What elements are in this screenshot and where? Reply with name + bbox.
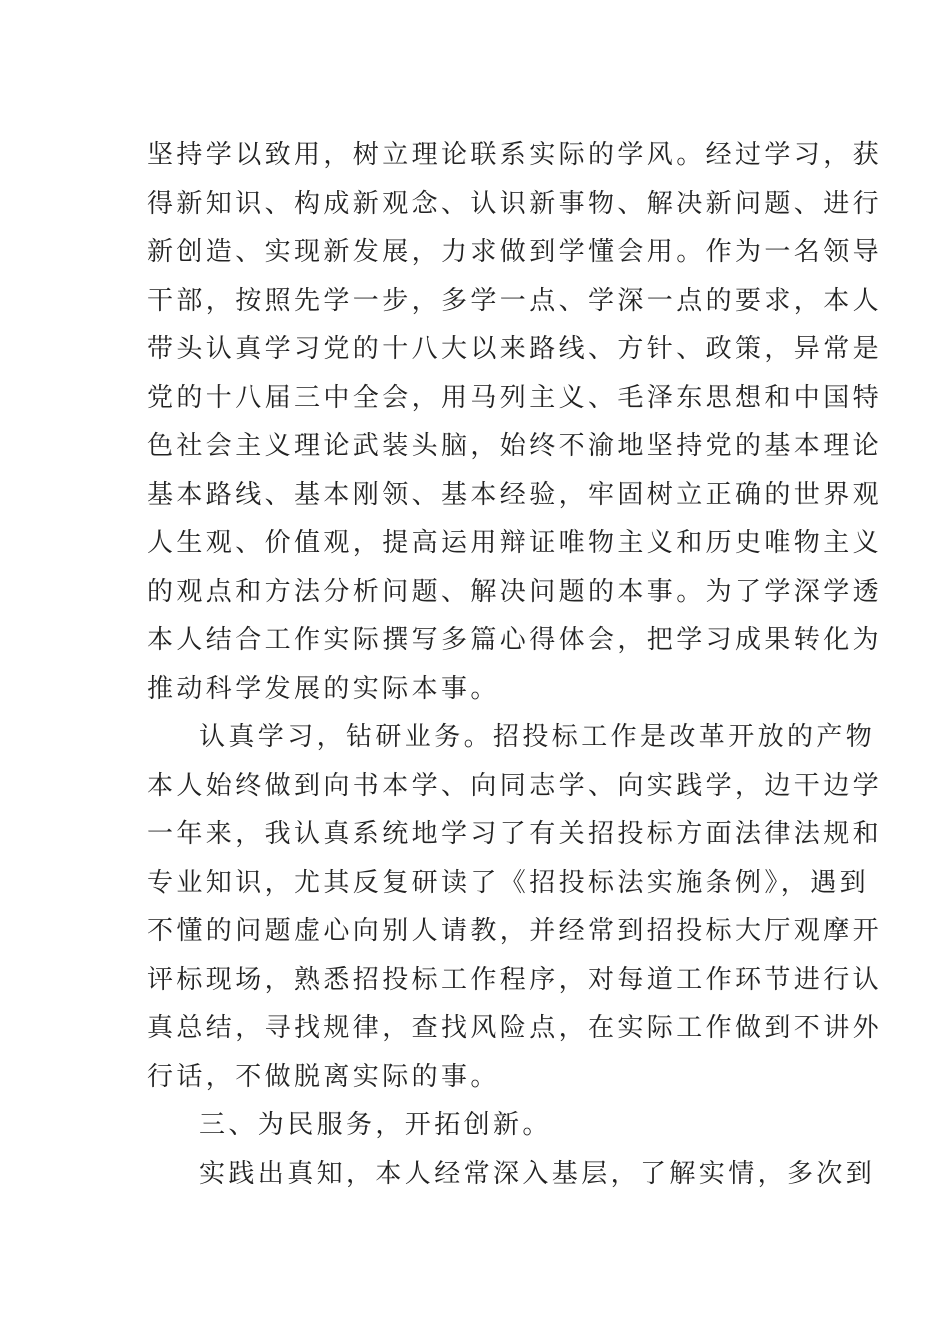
- text-line: 带头认真学习党的十八大以来路线、方针、政策，异常是: [147, 334, 883, 364]
- text-line: 评标现场，熟悉招投标工作程序，对每道工作环节进行认: [147, 964, 883, 995]
- text-line: 真总结，寻找规律，查找风险点，在实际工作做到不讲外: [147, 1013, 883, 1043]
- text-line: 坚持学以致用，树立理论联系实际的学风。经过学习，获: [147, 140, 883, 170]
- text-line: 新创造、实现新发展，力求做到学懂会用。作为一名领导: [147, 237, 883, 267]
- text-line: 行话，不做脱离实际的事。: [147, 1061, 500, 1092]
- text-line: 一年来，我认真系统地学习了有关招投标方面法律法规和: [147, 819, 883, 849]
- text-line: 本人结合工作实际撰写多篇心得体会，把学习成果转化为: [147, 625, 883, 655]
- text-line: 人生观、价值观，提高运用辩证唯物主义和历史唯物主义: [147, 528, 883, 558]
- text-line: 基本路线、基本刚领、基本经验，牢固树立正确的世界观: [147, 479, 883, 510]
- text-line: 色社会主义理论武装头脑，始终不渝地坚持党的基本理论: [147, 431, 883, 461]
- text-line: 认真学习，钻研业务。招投标工作是改革开放的产物: [199, 722, 876, 752]
- text-line: 专业知识，尤其反复研读了《招投标法实施条例》，遇到: [147, 867, 870, 898]
- text-line: 实践出真知，本人经常深入基层，了解实情，多次到: [199, 1158, 876, 1189]
- document-body: [147, 131, 883, 1198]
- text-line: 得新知识、构成新观念、认识新事物、解决新问题、进行: [147, 188, 883, 219]
- text-line: 三、为民服务，开拓创新。: [199, 1110, 552, 1140]
- text-line: 干部，按照先学一步，多学一点、学深一点的要求，本人: [147, 285, 883, 316]
- text-line: 不懂的问题虚心向别人请教，并经常到招投标大厅观摩开: [147, 916, 883, 946]
- text-line: 推动科学发展的实际本事。: [147, 673, 500, 704]
- text-line: 党的十八届三中全会，用马列主义、毛泽东思想和中国特: [147, 382, 883, 413]
- text-line: 的观点和方法分析问题、解决问题的本事。为了学深学透: [147, 576, 883, 607]
- text-line: 本人始终做到向书本学、向同志学、向实践学，边干边学: [147, 770, 883, 801]
